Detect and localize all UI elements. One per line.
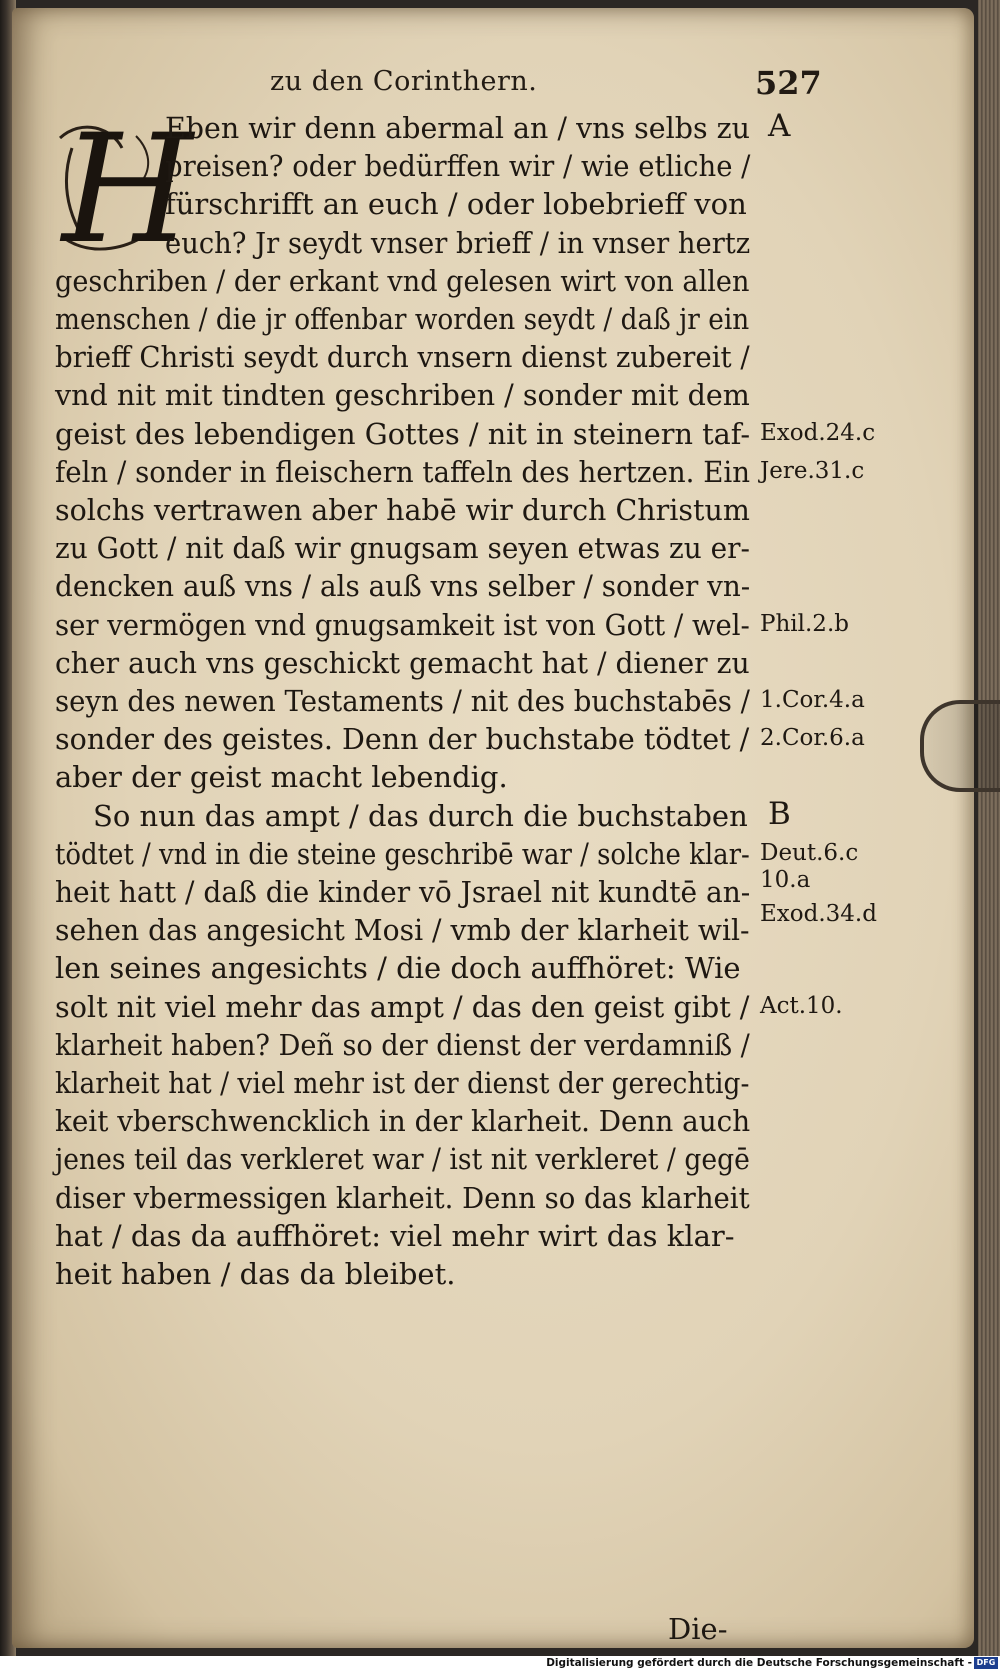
- text-line: diser vbermessigen klarheit. Denn so das klarheit: [55, 1180, 750, 1215]
- marginal-note: 2.Cor.6.a: [760, 725, 865, 752]
- marginal-note: 1.Cor.4.a: [760, 687, 865, 713]
- text-line: zu Gott / nit daß wir gnugsam seyen etwas zu er-: [55, 531, 750, 566]
- marginal-note: Act.10.: [760, 992, 843, 1019]
- book-clasp: [920, 700, 1000, 792]
- text-line: geschriben / der erkant vnd gelesen wirt von allen: [55, 263, 750, 298]
- text-line: fürschrifft an euch / oder lobebrieff von: [165, 187, 747, 222]
- marginal-note: Jere.31.c: [760, 457, 865, 484]
- text-line: hat / das da auffhöret: viel mehr wirt das klar-: [55, 1218, 735, 1253]
- text-line: So nun das ampt / das durch die buchstaben: [93, 798, 748, 833]
- text-line: geist des lebendigen Gottes / nit in steinern taf-: [55, 416, 751, 451]
- footer-credit: Digitalisierung gefördert durch die Deutsche Forschungsgemeinschaft -: [546, 1657, 972, 1669]
- dfg-logo: DFG: [974, 1657, 998, 1669]
- text-line: dencken auß vns / als auß vns selber / sonder vn-: [55, 569, 751, 604]
- text-line: brieff Christi seydt durch vnsern dienst zubereit /: [55, 340, 750, 375]
- catchword: Die-: [668, 1612, 728, 1646]
- text-line: klarheit haben? Deñ so der dienst der verdamniß /: [55, 1027, 750, 1062]
- footer-bar: [0, 1656, 1000, 1670]
- text-line: preisen? oder bedürffen wir / wie etliche /: [165, 149, 751, 184]
- marginal-note: Exod.34.d: [760, 900, 877, 927]
- drop-cap: H: [62, 103, 193, 277]
- text-line: keit vberschwencklich in der klarheit. Denn auch: [55, 1104, 751, 1139]
- marginal-note: Exod.24.c: [760, 419, 876, 446]
- running-head: zu den Corinthern.: [270, 66, 538, 97]
- text-line: solt nit viel mehr das ampt / das den geist gibt /: [55, 989, 750, 1024]
- marginal-note: 10.a: [760, 866, 811, 893]
- text-line: sonder des geistes. Denn der buchstabe tödtet /: [55, 722, 750, 757]
- text-line: vnd nit mit tindten geschriben / sonder mit dem: [55, 378, 750, 413]
- text-line: tödtet / vnd in die steine geschribē war / solche klar-: [55, 836, 750, 871]
- text-line: Eben wir denn abermal an / vns selbs zu: [165, 111, 750, 145]
- text-line: sehen das angesicht Mosi / vmb der klarheit wil-: [55, 913, 750, 948]
- marginal-note: B: [768, 795, 791, 832]
- text-line: feln / sonder in fleischern taffeln des hertzen. Ein: [55, 454, 751, 489]
- marginal-note: A: [768, 108, 791, 144]
- text-line: solchs vertrawen aber habē wir durch Christum: [55, 493, 750, 527]
- text-line: aber der geist macht lebendig.: [55, 760, 508, 795]
- text-line: euch? Jr seydt vnser brieff / in vnser hertz: [165, 225, 751, 260]
- text-line: heit haben / das da bleibet.: [55, 1257, 456, 1291]
- page-number: 527: [755, 64, 822, 102]
- text-line: seyn des newen Testaments / nit des buchstabēs /: [55, 684, 750, 718]
- text-line: heit hatt / daß die kinder vō Jsrael nit kundtē an-: [55, 875, 751, 909]
- marginal-note: Phil.2.b: [760, 610, 849, 637]
- text-line: len seines angesichts / die doch auffhöret: Wie: [55, 951, 741, 986]
- text-line: menschen / die jr offenbar worden seydt / daß jr ein: [55, 302, 750, 336]
- text-line: ser vermögen vnd gnugsamkeit ist von Gott / wel-: [55, 607, 750, 642]
- text-line: cher auch vns geschickt gemacht hat / diener zu: [55, 645, 750, 680]
- text-line: klarheit hat / viel mehr ist der dienst der gerechtig-: [55, 1066, 750, 1100]
- marginal-note: Deut.6.c: [760, 839, 859, 866]
- text-line: jenes teil das verkleret war / ist nit verkleret / gegē: [55, 1142, 750, 1177]
